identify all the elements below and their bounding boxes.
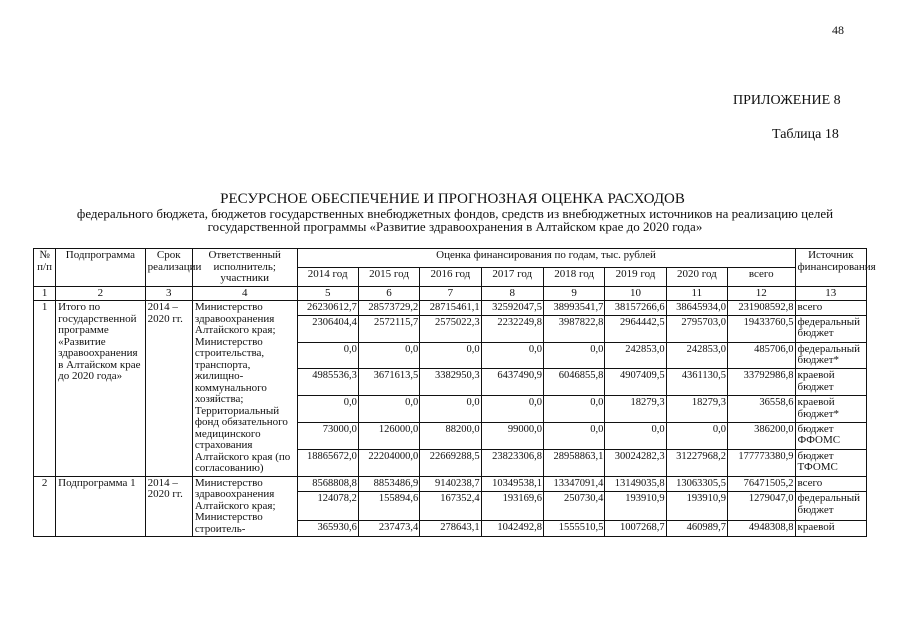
source-cell: федеральный бюджет [795, 315, 866, 342]
value-cell: 0,0 [358, 396, 419, 423]
value-cell: 0,0 [543, 396, 604, 423]
value-cell: 193910,9 [666, 492, 727, 521]
source-cell: федеральный бюджет* [795, 342, 866, 369]
header-num: № п/п [34, 249, 56, 287]
value-cell: 242853,0 [666, 342, 727, 369]
value-cell: 38157266,6 [605, 301, 666, 316]
value-cell: 10349538,1 [481, 476, 543, 492]
value-cell: 0,0 [666, 422, 727, 449]
value-cell: 2795703,0 [666, 315, 727, 342]
column-number: 8 [481, 286, 543, 301]
source-cell: бюджет ТФОМС [795, 449, 866, 476]
value-cell: 0,0 [543, 422, 604, 449]
total-value-cell: 231908592,8 [728, 301, 796, 316]
header-year: 2019 год [605, 267, 666, 286]
value-cell: 88200,0 [420, 422, 481, 449]
total-value-cell: 36558,6 [728, 396, 796, 423]
table-row [34, 301, 867, 316]
value-cell: 2575022,3 [420, 315, 481, 342]
header-year: 2015 год [358, 267, 419, 286]
column-number: 11 [666, 286, 727, 301]
value-cell: 18279,3 [605, 396, 666, 423]
value-cell: 1007268,7 [605, 521, 666, 537]
value-cell: 0,0 [297, 342, 358, 369]
value-cell: 1555510,5 [543, 521, 604, 537]
value-cell: 22204000,0 [358, 449, 419, 476]
header-year: 2020 год [666, 267, 727, 286]
column-number: 5 [297, 286, 358, 301]
document-title: РЕСУРСНОЕ ОБЕСПЕЧЕНИЕ И ПРОГНОЗНАЯ ОЦЕНКА РАСХОДОВ [220, 191, 685, 207]
value-cell: 31227968,2 [666, 449, 727, 476]
executor-cell: Министерство здравоохранения Алтайского края; Министерство строитель- [192, 476, 297, 537]
header-estimate: Оценка финансирования по годам, тыс. рублей [297, 249, 795, 268]
header-term: Срок реализации [145, 249, 192, 287]
column-number: 4 [192, 286, 297, 301]
value-cell: 0,0 [481, 342, 543, 369]
value-cell: 18865672,0 [297, 449, 358, 476]
value-cell: 4361130,5 [666, 369, 727, 396]
document-subtitle: федерального бюджета, бюджетов государственных внебюджетных фондов, средств из внебюджетных источников на реализацию целей государственной программы «Развитие здравоохранения в Алтайском крае до 2020 года» [76, 206, 834, 234]
column-number: 2 [56, 286, 146, 301]
row-number: 2 [34, 476, 56, 537]
column-number: 10 [605, 286, 666, 301]
value-cell: 0,0 [481, 396, 543, 423]
source-cell: краевой бюджет [795, 369, 866, 396]
appendix-label: ПРИЛОЖЕНИЕ 8 [733, 93, 841, 108]
header-executor: Ответственный исполнитель; участники [192, 249, 297, 287]
value-cell: 28958863,1 [543, 449, 604, 476]
value-cell: 2572115,7 [358, 315, 419, 342]
header-year: 2018 год [543, 267, 604, 286]
page-number: 48 [832, 23, 844, 37]
value-cell: 278643,1 [420, 521, 481, 537]
value-cell: 2306404,4 [297, 315, 358, 342]
value-cell: 4907409,5 [605, 369, 666, 396]
value-cell: 38645934,0 [666, 301, 727, 316]
value-cell: 193910,9 [605, 492, 666, 521]
value-cell: 2232249,8 [481, 315, 543, 342]
value-cell: 3987822,8 [543, 315, 604, 342]
value-cell: 237473,4 [358, 521, 419, 537]
value-cell: 30024282,3 [605, 449, 666, 476]
header-row [34, 249, 867, 268]
value-cell: 26230612,7 [297, 301, 358, 316]
value-cell: 9140238,7 [420, 476, 481, 492]
value-cell: 6046855,8 [543, 369, 604, 396]
value-cell: 365930,6 [297, 521, 358, 537]
value-cell: 32592047,5 [481, 301, 543, 316]
value-cell: 8568808,8 [297, 476, 358, 492]
value-cell: 0,0 [543, 342, 604, 369]
value-cell: 18279,3 [666, 396, 727, 423]
table-row [34, 476, 867, 492]
value-cell: 3382950,3 [420, 369, 481, 396]
column-number: 9 [543, 286, 604, 301]
column-number: 1 [34, 286, 56, 301]
value-cell: 2964442,5 [605, 315, 666, 342]
total-value-cell: 33792986,8 [728, 369, 796, 396]
value-cell: 0,0 [297, 396, 358, 423]
row-number: 1 [34, 301, 56, 477]
source-cell: бюджет ФФОМС [795, 422, 866, 449]
total-value-cell: 19433760,5 [728, 315, 796, 342]
column-number: 13 [795, 286, 866, 301]
value-cell: 124078,2 [297, 492, 358, 521]
source-cell: краевой бюджет* [795, 396, 866, 423]
executor-cell: Министерство здравоохранения Алтайского края; Министерство строительства, транспорта, жилищно-коммунального хозяйства; Территориальный фонд обязательного медицинского страхования Алтайского края (по согласованию) [192, 301, 297, 477]
header-total: всего [728, 267, 796, 286]
value-cell: 0,0 [420, 396, 481, 423]
value-cell: 99000,0 [481, 422, 543, 449]
value-cell: 242853,0 [605, 342, 666, 369]
value-cell: 1042492,8 [481, 521, 543, 537]
table-label: Таблица 18 [772, 127, 839, 142]
value-cell: 3671613,5 [358, 369, 419, 396]
source-cell: краевой [795, 521, 866, 537]
value-cell: 6437490,9 [481, 369, 543, 396]
header-year: 2016 год [420, 267, 481, 286]
value-cell: 0,0 [605, 422, 666, 449]
value-cell: 22669288,5 [420, 449, 481, 476]
header-year: 2017 год [481, 267, 543, 286]
column-number: 12 [728, 286, 796, 301]
table-body [34, 249, 876, 537]
column-number-row [34, 286, 867, 301]
source-cell: всего [795, 301, 866, 316]
term-cell: 2014 – 2020 гг. [145, 301, 192, 477]
value-cell: 13063305,5 [666, 476, 727, 492]
subprogram-cell: Итого по государственной программе «Развитие здравоохранения в Алтайском крае до 2020 года» [56, 301, 146, 477]
total-value-cell: 177773380,9 [728, 449, 796, 476]
value-cell: 73000,0 [297, 422, 358, 449]
header-subprogram: Подпрограмма [56, 249, 146, 287]
subprogram-cell: Подпрограмма 1 [56, 476, 146, 537]
value-cell: 4985536,3 [297, 369, 358, 396]
value-cell: 0,0 [420, 342, 481, 369]
column-number: 3 [145, 286, 192, 301]
total-value-cell: 1279047,0 [728, 492, 796, 521]
header-year: 2014 год [297, 267, 358, 286]
value-cell: 250730,4 [543, 492, 604, 521]
value-cell: 167352,4 [420, 492, 481, 521]
value-cell: 23823306,8 [481, 449, 543, 476]
value-cell: 13347091,4 [543, 476, 604, 492]
value-cell: 13149035,8 [605, 476, 666, 492]
source-cell: федеральный бюджет [795, 492, 866, 521]
total-value-cell: 386200,0 [728, 422, 796, 449]
value-cell: 28573729,2 [358, 301, 419, 316]
value-cell: 28715461,1 [420, 301, 481, 316]
value-cell: 460989,7 [666, 521, 727, 537]
value-cell: 38993541,7 [543, 301, 604, 316]
header-source: Источник финансирования [795, 249, 866, 287]
value-cell: 193169,6 [481, 492, 543, 521]
value-cell: 126000,0 [358, 422, 419, 449]
total-value-cell: 76471505,2 [728, 476, 796, 492]
value-cell: 8853486,9 [358, 476, 419, 492]
total-value-cell: 485706,0 [728, 342, 796, 369]
column-number: 7 [420, 286, 481, 301]
total-value-cell: 4948308,8 [728, 521, 796, 537]
column-number: 6 [358, 286, 419, 301]
value-cell: 0,0 [358, 342, 419, 369]
term-cell: 2014 – 2020 гг. [145, 476, 192, 537]
source-cell: всего [795, 476, 866, 492]
value-cell: 155894,6 [358, 492, 419, 521]
financing-table [33, 248, 876, 537]
